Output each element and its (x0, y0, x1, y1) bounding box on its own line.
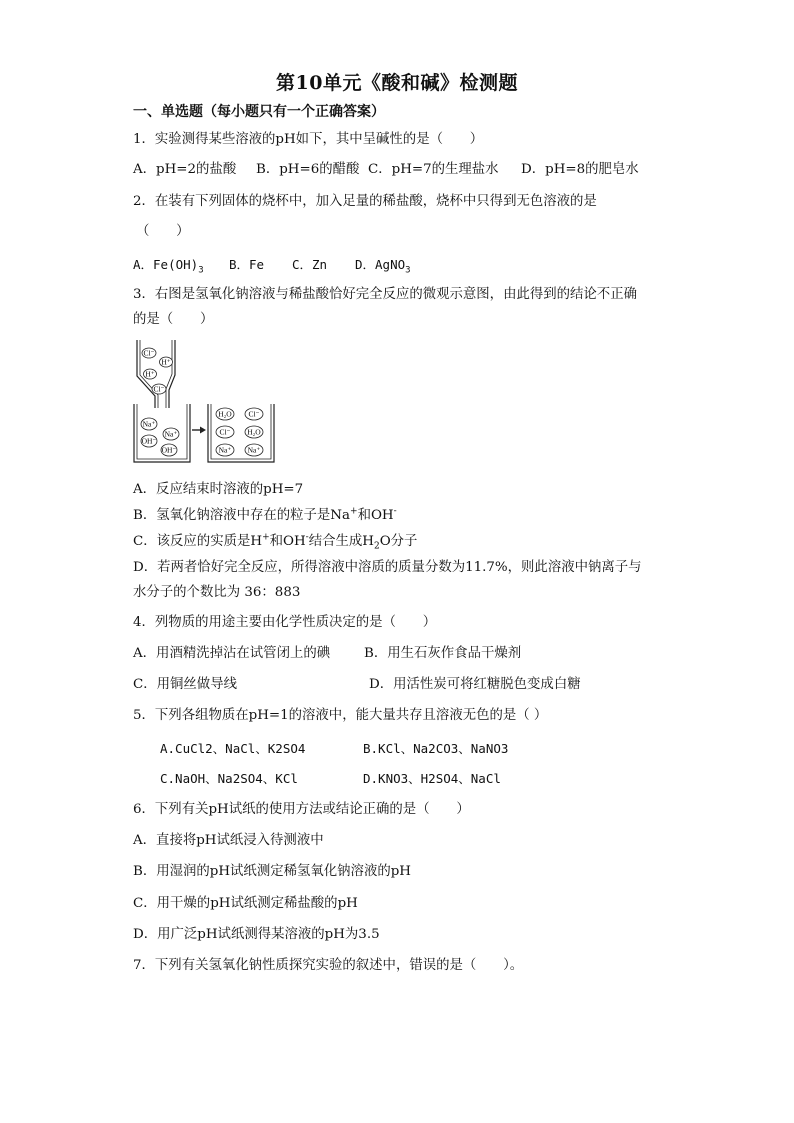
ion-label: H⁺ (161, 357, 171, 367)
question-6-option-c: C．用干燥的pH试纸测定稀盐酸的pH (133, 896, 358, 911)
question-3-option-a: A．反应结束时溶液的pH=7 (133, 482, 304, 497)
question-2-options (133, 256, 411, 274)
question-2-option-c: C．Zn (292, 257, 328, 272)
question-1-option-d: D．pH=8的肥皂水 (521, 162, 639, 177)
ion-label: Na⁺ (164, 429, 178, 439)
question-4-stem: 4．列物质的用途主要由化学性质决定的是（ ） (133, 615, 437, 630)
question-6-option-b: B．用湿润的pH试纸测定稀氢氧化钠溶液的pH (133, 864, 411, 879)
left-beaker-ions (141, 418, 179, 456)
question-4-option-b: B．用生石灰作食品干燥剂 (364, 646, 522, 661)
particle-label: Cl⁻ (248, 409, 260, 419)
question-2-option-d: D．AgNO$_3$ (355, 257, 411, 276)
question-1-option-c: C．pH=7的生理盐水 (368, 162, 499, 177)
question-1-stem: 1．实验测得某些溶液的pH如下，其中呈碱性的是（ ） (133, 132, 484, 147)
question-4-option-a: A．用酒精洗掉沾在试管闭上的碘 (133, 646, 331, 661)
ion-label: H⁺ (145, 369, 155, 379)
particle-label: H₂O (218, 409, 232, 419)
question-4-options-row2 (133, 676, 581, 694)
question-4-option-d: D．用活性炭可将红糖脱色变成白糖 (369, 677, 581, 692)
question-1-option-a: A．pH=2的盐酸 (133, 162, 237, 177)
ion-label: OH⁻ (141, 436, 157, 446)
question-5-options-row2 (160, 770, 501, 788)
ion-label: OH⁻ (161, 445, 177, 455)
question-3-option-d-line1: D．若两者恰好完全反应，所得溶液中溶质的质量分数为11.7%，则此溶液中钠离子与 (133, 560, 642, 575)
question-4-options-row1 (133, 645, 521, 663)
question-6-option-a: A．直接将pH试纸浸入待测液中 (133, 833, 324, 848)
question-5-option-d: D.KNO3、H2SO4、NaCl (363, 771, 501, 786)
reaction-diagram (133, 338, 278, 466)
page-title: 第10单元《酸和碱》检测题 (276, 72, 518, 94)
question-5-option-b: B.KCl、Na2CO3、NaNO3 (363, 741, 509, 756)
question-2-paren: （ ） (136, 224, 190, 239)
question-5-stem: 5．下列各组物质在pH=1的溶液中，能大量共存且溶液无色的是（ ） (133, 708, 548, 723)
question-4-option-c: C．用铜丝做导线 (133, 677, 237, 692)
ion-label: Cl⁻ (153, 384, 165, 394)
question-1-options (133, 161, 639, 179)
question-5-options-row1 (160, 740, 508, 758)
question-1-option-b: B．pH=6的醋酸 (256, 162, 360, 177)
question-5-option-c: C.NaOH、Na2SO4、KCl (160, 771, 298, 786)
ion-label: Na⁺ (142, 419, 156, 429)
question-5-option-a: A.CuCl2、NaCl、K2SO4 (160, 741, 306, 756)
question-2-option-a: A．$Fe(OH)_3$ (133, 257, 204, 276)
question-6-option-d: D．用广泛pH试纸测得某溶液的pH为3.5 (133, 927, 380, 942)
right-beaker-particles (216, 408, 263, 456)
question-3-option-c: C．该反应的实质是H+和OH-结合生成$H_2O$分子 (133, 532, 418, 552)
section-heading: 一、单选题（每小题只有一个正确答案） (133, 104, 385, 120)
question-2-stem: 2．在装有下列固体的烧杯中，加入足量的稀盐酸，烧杯中只得到无色溶液的是 (133, 194, 597, 209)
particle-label: Cl⁻ (219, 427, 231, 437)
question-6-stem: 6．下列有关pH试纸的使用方法或结论正确的是（ ） (133, 802, 470, 817)
particle-label: Na⁺ (218, 445, 232, 455)
ion-label: Cl⁻ (143, 348, 155, 358)
question-3-option-d-line2: 水分子的个数比为 36：883 (133, 585, 301, 600)
question-3-option-b: B．氢氧化钠溶液中存在的粒子是Na+和OH- (133, 506, 397, 523)
arrow-right-icon (192, 427, 206, 434)
question-2-option-b: B．Fe (229, 257, 265, 272)
particle-label: Na⁺ (247, 445, 261, 455)
question-3-stem-line2: 的是（ ） (133, 312, 214, 327)
question-7-stem: 7．下列有关氢氧化钠性质探究实验的叙述中，错误的是（ ）。 (133, 958, 524, 973)
question-3-stem-line1: 3．右图是氢氧化钠溶液与稀盐酸恰好完全反应的微观示意图，由此得到的结论不正确 (133, 287, 637, 302)
particle-label: H₂O (247, 427, 261, 437)
